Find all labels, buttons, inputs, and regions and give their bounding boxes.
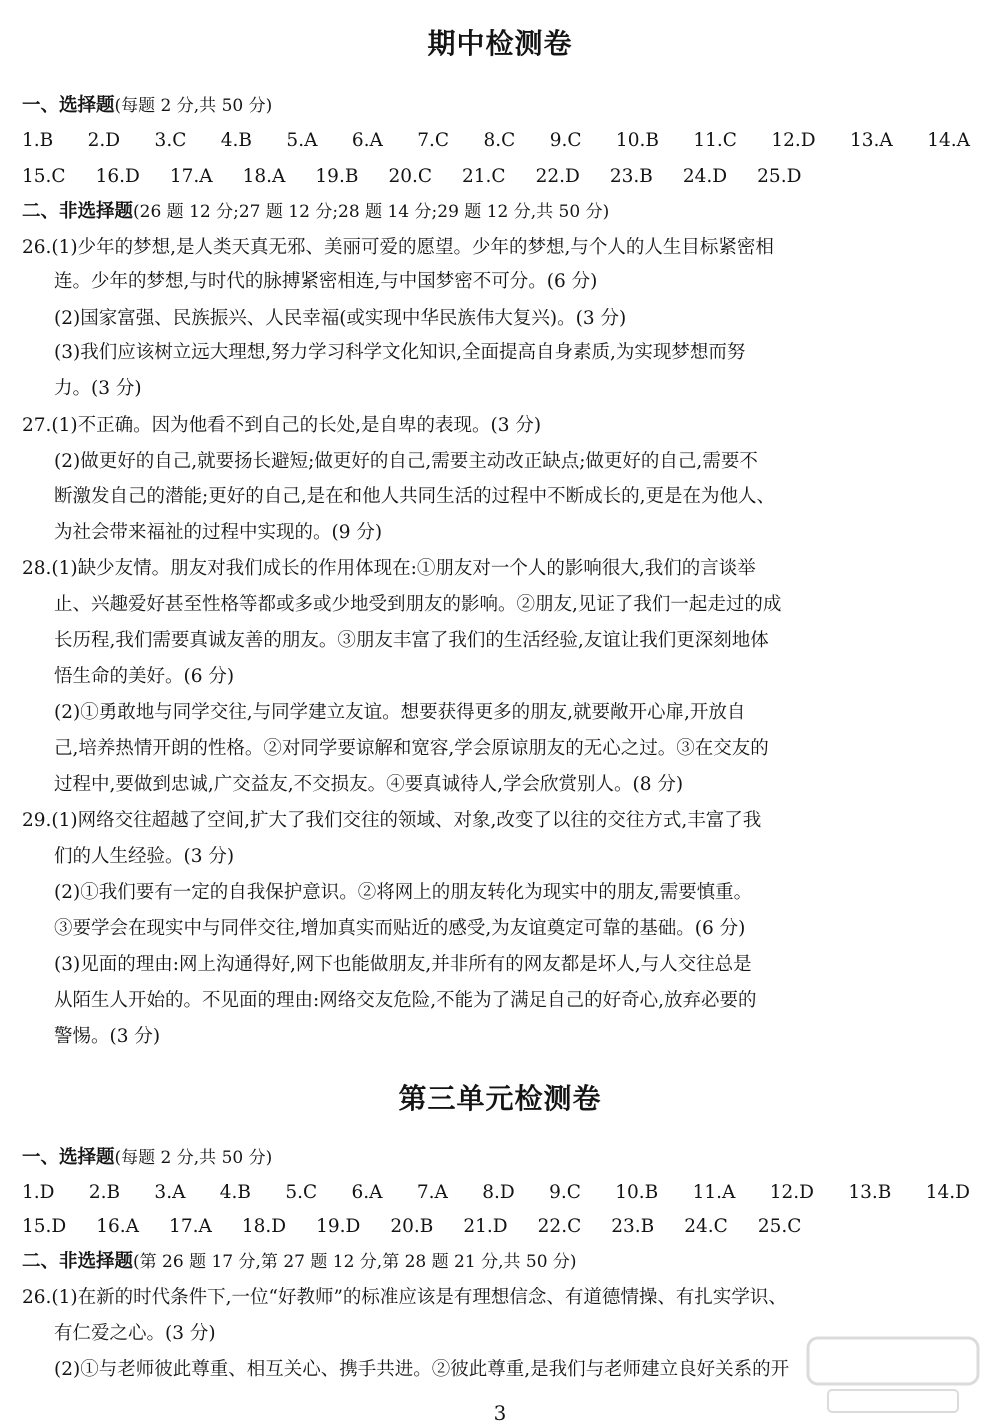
- answer: 1.D: [22, 1182, 55, 1203]
- answer: 20.C: [388, 166, 433, 187]
- answer: 25.C: [757, 1216, 802, 1237]
- answer: 7.C: [417, 130, 450, 151]
- answer-line: (2)①勇敢地与同学交往,与同学建立友谊。想要获得更多的朋友,就要敞开心扉,开放自: [54, 702, 746, 723]
- answer: 6.A: [351, 1182, 383, 1203]
- answer-line: 止、兴趣爱好甚至性格等都或多或少地受到朋友的影响。②朋友,见证了我们一起走过的成: [54, 594, 782, 615]
- answer-line: 28.(1)缺少友情。朋友对我们成长的作用体现在:①朋友对一个人的影响很大,我们的言谈举: [22, 558, 756, 579]
- answer: 21.C: [462, 166, 506, 187]
- answer: 3.C: [154, 130, 187, 151]
- answer: 5.A: [286, 130, 318, 151]
- mc-heading-note: (每题 2 分,共 50 分): [114, 96, 273, 116]
- answer-line: 连。少年的梦想,与时代的脉搏紧密相连,与中国梦密不可分。(6 分): [54, 271, 598, 292]
- nmc-heading-1: [22, 196, 609, 228]
- answer: 18.A: [242, 166, 286, 187]
- answer-line: 悟生命的美好。(6 分): [54, 666, 235, 687]
- answer-line: (3)见面的理由:网上沟通得好,网下也能做朋友,并非所有的网友都是坏人,与人交往总是: [54, 954, 752, 975]
- answer: 18.D: [241, 1216, 287, 1237]
- answer: 19.D: [316, 1216, 361, 1237]
- answer: 6.A: [351, 130, 383, 151]
- section-title-unit3: 第三单元检测卷: [398, 1082, 602, 1115]
- answer: 4.B: [220, 130, 253, 151]
- answer: 4.B: [219, 1182, 252, 1203]
- answer-line: (2)做更好的自己,就要扬长避短;做更好的自己,需要主动改正缺点;做更好的自己,需要不: [54, 451, 758, 472]
- answer: 1.B: [22, 130, 54, 151]
- answer: 23.B: [609, 166, 653, 187]
- answer-line: ③要学会在现实中与同伴交往,增加真实而贴近的感受,为友谊奠定可靠的基础。(6 分): [54, 918, 746, 939]
- mc-heading-label: 一、选择题: [22, 95, 115, 116]
- answer: 23.B: [611, 1216, 655, 1237]
- mc-heading-1: [22, 90, 272, 122]
- answer: 8.D: [482, 1182, 515, 1203]
- nmc-heading-2: [22, 1246, 577, 1278]
- answer-line: 29.(1)网络交往超越了空间,扩大了我们交往的领域、对象,改变了以往的交往方式,丰富了我: [22, 810, 762, 831]
- answer: 14.A: [927, 130, 970, 151]
- answer-line: (2)①我们要有一定的自我保护意识。②将网上的朋友转化为现实中的朋友,需要慎重。: [54, 882, 753, 903]
- answer-line: 有仁爱之心。(3 分): [54, 1323, 216, 1344]
- answer: 9.C: [549, 130, 582, 151]
- answer-line: 从陌生人开始的。不见面的理由:网络交友危险,不能为了满足自己的好奇心,放弃必要的: [54, 990, 757, 1011]
- mc-answers-row-2: [22, 1210, 970, 1244]
- answer: 12.D: [769, 1182, 814, 1203]
- nmc-heading-note: (第 26 题 17 分,第 27 题 12 分,第 28 题 21 分,共 50 分): [133, 1252, 577, 1272]
- answer-line: 27.(1)不正确。因为他看不到自己的长处,是自卑的表现。(3 分): [22, 415, 542, 436]
- answer: 15.D: [22, 1216, 67, 1237]
- watermark-logo-icon: [798, 1330, 988, 1420]
- answer: 13.A: [850, 130, 893, 151]
- answer-line: (2)国家富强、民族振兴、人民幸福(或实现中华民族伟大复兴)。(3 分): [54, 308, 627, 329]
- answer: 13.B: [848, 1182, 892, 1203]
- mc-heading-2: [22, 1142, 272, 1174]
- answer-line: 26.(1)在新的时代条件下,一位“好教师”的标准应该是有理想信念、有道德情操、有扎实学识、: [22, 1287, 787, 1308]
- answer: 3.A: [154, 1182, 186, 1203]
- answer: 11.A: [692, 1182, 736, 1203]
- answer: 24.C: [684, 1216, 728, 1237]
- answer-line: 们的人生经验。(3 分): [54, 846, 235, 867]
- answer: 7.A: [416, 1182, 448, 1203]
- answer: 11.C: [693, 130, 737, 151]
- answer: 5.C: [285, 1182, 318, 1203]
- answer-line: (3)我们应该树立远大理想,努力学习科学文化知识,全面提高自身素质,为实现梦想而努: [54, 342, 746, 363]
- answer-line: (2)①与老师彼此尊重、相互关心、携手共进。②彼此尊重,是我们与老师建立良好关系的开: [54, 1359, 790, 1380]
- answer: 9.C: [549, 1182, 581, 1203]
- page-number: 3: [493, 1401, 507, 1425]
- answer: 2.D: [87, 130, 121, 151]
- answer: 16.A: [96, 1216, 140, 1237]
- answer-line: 长历程,我们需要真诚友善的朋友。③朋友丰富了我们的生活经验,友谊让我们更深刻地体: [54, 630, 769, 651]
- answer-line: 力。(3 分): [54, 378, 142, 399]
- mc-answers-row-1: [22, 124, 970, 158]
- answer-line: 为社会带来福祉的过程中实现的。(9 分): [54, 522, 383, 543]
- answer: 24.D: [682, 166, 728, 187]
- nmc-heading-note: (26 题 12 分;27 题 12 分;28 题 14 分;29 题 12 分,共 50 分): [133, 202, 610, 222]
- answer: 22.D: [535, 166, 580, 187]
- mc-heading-note: (每题 2 分,共 50 分): [114, 1148, 273, 1168]
- answer: 21.D: [463, 1216, 508, 1237]
- mc-answers-row-1: [22, 1176, 970, 1210]
- answer: 10.B: [615, 1182, 659, 1203]
- answer: 22.C: [537, 1216, 582, 1237]
- answer: 25.D: [757, 166, 802, 187]
- answer-line: 警惕。(3 分): [54, 1026, 161, 1047]
- nmc-heading-label: 二、非选择题: [22, 1251, 134, 1272]
- answer: 17.A: [169, 1216, 212, 1237]
- answer: 12.D: [771, 130, 816, 151]
- answer: 19.B: [315, 166, 359, 187]
- nmc-heading-label: 二、非选择题: [22, 201, 134, 222]
- answer: 20.B: [390, 1216, 434, 1237]
- answer-line: 断激发自己的潜能;更好的自己,是在和他人共同生活的过程中不断成长的,更是在为他人、: [54, 486, 775, 507]
- mc-heading-label: 一、选择题: [22, 1147, 115, 1168]
- answer: 10.B: [615, 130, 659, 151]
- section-title-midterm: 期中检测卷: [427, 27, 573, 60]
- answer: 14.D: [925, 1182, 970, 1203]
- mc-answers-row-2: [22, 160, 970, 194]
- answer-line: 己,培养热情开朗的性格。②对同学要谅解和宽容,学会原谅朋友的无心之过。③在交友的: [54, 738, 769, 759]
- answer-line: 26.(1)少年的梦想,是人类天真无邪、美丽可爱的愿望。少年的梦想,与个人的人生目标紧密相: [22, 237, 774, 258]
- answer: 15.C: [22, 166, 66, 187]
- answer: 2.B: [88, 1182, 121, 1203]
- answer: 16.D: [95, 166, 140, 187]
- answer: 8.C: [483, 130, 516, 151]
- answer-line: 过程中,要做到忠诚,广交益友,不交损友。④要真诚待人,学会欣赏别人。(8 分): [54, 774, 684, 795]
- answer: 17.A: [169, 166, 213, 187]
